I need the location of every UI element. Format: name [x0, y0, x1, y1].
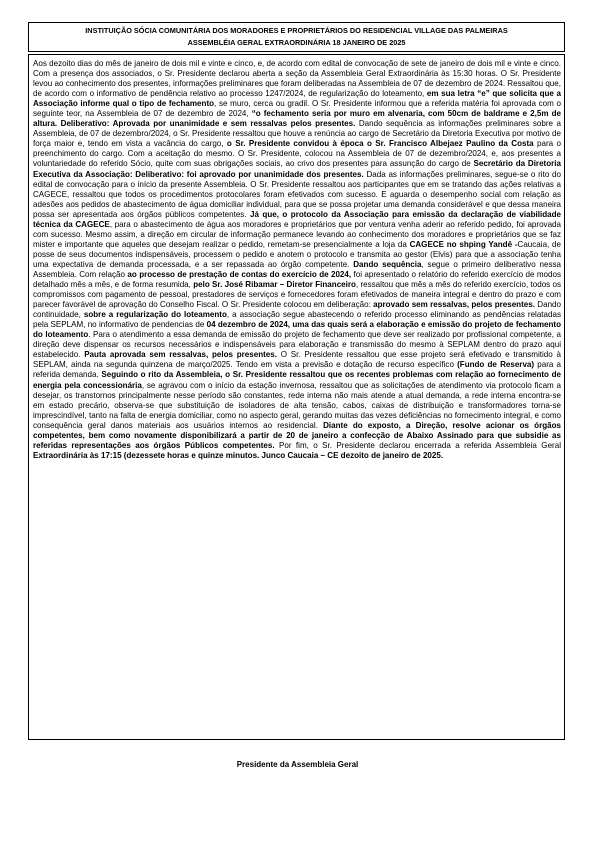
minutes-bold-run: aprovado sem ressalvas, pelos presentes. — [373, 300, 535, 310]
minutes-bold-run: Secretário da Diretoria Executiva da Associação: Deliberativo: foi aprovado por unanimidade dos presentes. — [33, 159, 561, 179]
minutes-text-run: Dada as informações preliminares, segue-se o rito do edital de convocação para o início da presente Assembleia. O Sr. Presidente ressaltou aos participantes que em se tratando das ações relativas a CAGECE, ressaltou que todos os procedimentos protocolares foram efetivados com sucesso. E aguarda o desempenho social com relação as adesões aos pedidos de abastecimento de água domiciliar individual, para que se possa projetar uma demanda considerável e que dessa maneira possa ser apresentada aos órgãos públicos competentes. — [33, 169, 561, 219]
minutes-bold-run: (Fundo de Reserva) — [457, 360, 535, 370]
minutes-text-run: Dando continuidade, — [33, 300, 562, 320]
minutes-bold-run: em sua letra “e” que solicita que a Associação informe qual o tipo de fechamento — [33, 89, 561, 109]
minutes-text-run: para a referida demanda. — [33, 360, 561, 380]
minutes-bold-run: Extraordinária às 17:15 (dezessete horas e quinze minutos. Junco Caucaia – CE dezoito de janeiro de 2025. — [33, 450, 444, 460]
signature-line: Presidente da Assembleia Geral — [236, 760, 359, 769]
minutes-bold-run: 04 dezembro de 2024, uma das quais será a elaboração e emissão do projeto de fechamento do loteamento — [33, 320, 561, 340]
minutes-text-run: Por fim, o Sr. Presidente declarou encerrada a referida Assembleia Geral — [274, 440, 561, 450]
minutes-bold-run: Dando sequência — [353, 259, 422, 269]
minutes-text-run: , se muro, cerca ou gradil. O Sr. Presidente informou que a referida matéria foi aprovada com o seguinte teor, na Assembleia de 07 de dezembro de 2024, — [33, 99, 561, 119]
minutes-text-run: , a associação segue abastecendo o referido processo eliminando as pendências relatadas pela SEPLAM, no informativo de pendencias de — [33, 310, 561, 330]
minutes-text-run: , para o abastecimento de água aos moradores e proprietários que por ventura venha aderir ao referido pedido, foi aprovada com sucesso. Mesmo assim, a direção em circular de informação permanece levando ao conhecimento dos moradores e proprietários que se faz mister e importante que aqueles que desejam realizar o pedido, remetam-se presencialmente a loja da — [33, 219, 561, 249]
minutes-bold-run: sobre a regularização do loteamento — [83, 310, 227, 320]
minutes-text-run: Caucaia, de posse de seus documentos indispensáveis, processem o pedido e anotem o protocolo e transmita ao gestor (Elvis) para que a associação tenha uma expectativa de demanda processada, e a ser repassada ao órgão competente. — [33, 239, 561, 269]
minutes-text-run: O Sr. Presidente ressaltou que esse projeto será efetivado e transmitido à SEPLAM, ainda na segunda quinzena de março/2025. Tendo em vista a previsão e dotação de recurso específico — [33, 350, 561, 370]
minutes-text-run: , ressaltou que mês a mês do referido exercício, todos os compromissos com pagamento de pessoal, prestadores de serviços e fornecedores foram efetivados de maneira integral e dentro do prazo e com parecer favorável de aprovação do Conselho Fiscal. O Sr. Presidente colocou em deliberação: — [33, 280, 561, 310]
minutes-text-run: . Para o atendimento a essa demanda de emissão do projeto de fechamento que deve ser realizado por profissional competente, a direção deve dispensar os recursos necessários e indispensáveis para elaboração e transmissão do mesmo à SEPLAM dentro do prazo aqui estabelecido. — [33, 330, 561, 360]
minutes-text-run: Aos dezoito dias do mês de janeiro de dois mil e vinte e cinco, e, de acordo com edital de convocação de sete de janeiro de dois mil e vinte e cinco. Com a presença dos associados, o Sr. Presidente declarou aberta a seção da Assembleia Geral Extraordinária às 15:30 horas. O Sr. Presidente levou ao conhecimento dos presentes, informações preliminares que foram deliberadas na Assembleia de 07 de dezembro de 2024. Ressaltou que, de acordo com o informativo de pendência relativo ao processo 1247/2024, de regularização do loteamento, — [33, 59, 561, 99]
minutes-bold-run: “o fechamento seria por muro em alvenaria, com 50cm de baldrame e 2,5m de altura. Deliberativo: Aprovada por unanimidade e sem ressalvas pelos presentes. — [33, 109, 561, 129]
minutes-text-run: , se agravou com o início da estação invernosa, ressaltou que as solicitações de atendimento via protocolo ficam a desejar, os transtornos principalmente nesse período são constantes, rede interna não mais atende a atual demanda, a rede interna encontra-se em estado precário, observa-se que substituição de isoladores de alta tensão, cabos, caixas de distribuição e transformadores torna-se imprescindível, tanto na falta de energia domiciliar, como no aspecto geral, gerando muitas das vezes deficiências no fornecimento integral, e como consequência geral danos materiais aos usuários internos ao residencial. — [33, 380, 561, 430]
header-title: INSTITUIÇÃO SÓCIA COMUNITÁRIA DOS MORADORES E PROPRIETÁRIOS DO RESIDENCIAL VILLAGE DAS PALMEIRAS — [85, 26, 508, 35]
minutes-bold-run: o Sr. Presidente convidou à época o Sr. Francisco Albejaez Paulino da Costa — [226, 139, 534, 149]
minutes-body — [33, 59, 561, 461]
header-subtitle: ASSEMBLÉIA GERAL EXTRAORDINÁRIA 18 JANEIRO DE 2025 — [187, 38, 406, 47]
minutes-bold-run: Seguindo o rito da Assembleia, o Sr. Presidente ressaltou que os recentes problemas com relação ao fornecimento de energia pela concessionária — [33, 370, 562, 390]
minutes-bold-run: CAGECE no shping Yandê - — [409, 239, 518, 249]
minutes-bold-run: pelo Sr. José Ribamar – Diretor Financeiro — [193, 280, 356, 290]
minutes-bold-run: Pauta aprovada sem ressalvas, pelos presentes. — [84, 350, 277, 360]
minutes-bold-run: Diante do exposto, a Direção, resolve acionar os órgãos competentes, bem como novamente disponibilizará a partir de 20 de janeiro a confecção de Abaixo Assinado para que subsidie as referidas representações aos órgãos Públicos competentes. — [33, 420, 561, 450]
minutes-bold-run: Já que, o protocolo da Associação para emissão da declaração de viabilidade técnica da CAGECE — [33, 209, 562, 229]
minutes-bold-run: ao processo de prestação de contas do exercício de 2024, — [127, 269, 352, 279]
minutes-text-run: Dando sequência as informações preliminares sobre a Assembleia, de 07 de dezembro/2024, o Sr. Presidente ressaltou que houve a renúncia ao cargo de Secretário da Diretoria Executiva por motivo de força maior e, tendo em vista a vacância do cargo, — [33, 119, 561, 149]
minutes-text-run: foi apresentado o relatório do referido exercício de modos detalhado mês a mês, e de forma resumida, — [33, 269, 562, 290]
minutes-text-run: , segue o primeiro deliberativo nessa Assembleia. Com relação — [33, 259, 561, 279]
document-header — [28, 22, 565, 52]
minutes-text-run: para o preenchimento do cargo. Com a aceitação do mesmo. O Sr. Presidente, colocou na Assembleia de 07 de dezembro/2024, e, aos presentes a voluntariedade do referido Sócio, quite com suas obrigações sociais, ao crivo dos presentes para assunção do cargo de — [33, 139, 561, 169]
